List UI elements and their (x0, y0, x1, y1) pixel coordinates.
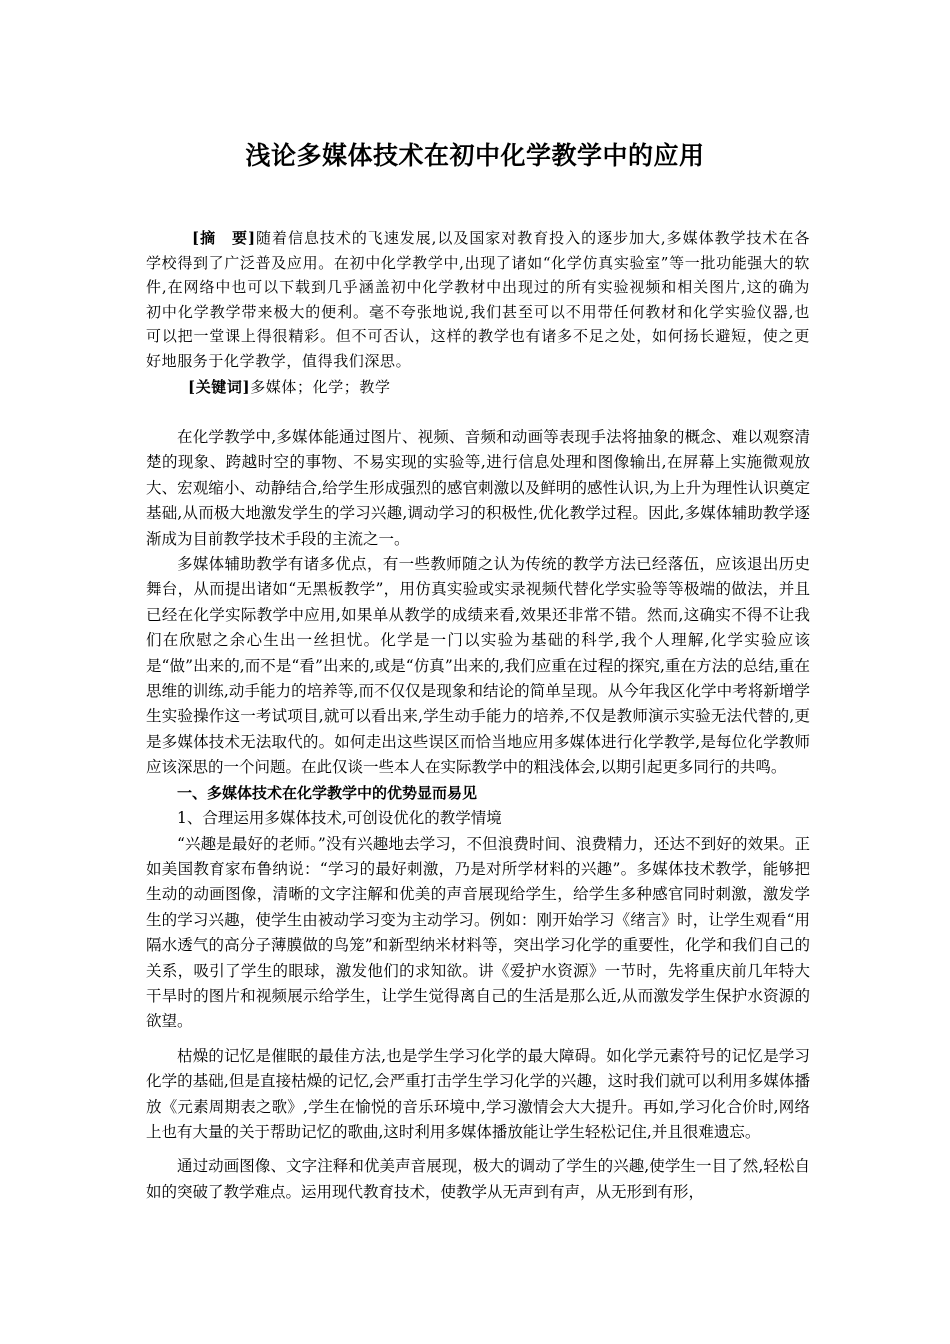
body-text (146, 425, 810, 1205)
abstract-label: [摘 要] (192, 229, 256, 247)
document-title: 浅论多媒体技术在初中化学教学中的应用 (245, 141, 705, 170)
paragraph-intro: 在化学教学中,多媒体能通过图片、视频、音频和动画等表现手法将抽象的概念、难以观察清楚的现象、跨越时空的事物、不易实现的实验等,进行信息处理和图像输出,在屏幕上实施微观放大、宏观缩小、动静结合,给学生形成强烈的感官刺激以及鲜明的感性认识,为上升为理性认识奠定基础,从而极大地激发学生的学习兴趣,调动学习的积极性,优化教学过程。因此,多媒体辅助教学逐渐成为目前教学技术手段的主流之一。 (146, 428, 810, 548)
keywords (188, 375, 391, 399)
keywords-label: [关键词] (188, 378, 251, 396)
keywords-text: 多媒体；化学；教学 (250, 378, 391, 396)
abstract (146, 226, 810, 374)
paragraph-concerns: 多媒体辅助教学有诸多优点，有一些教师随之认为传统的教学方法已经落伍，应该退出历史舞台，从而提出诸如“无黑板教学”，用仿真实验或实录视频代替化学实验等等极端的做法，并且已经在化学实际教学中应用,如果单从教学的成绩来看,效果还非常不错。然而,这确实不得不让我们在欣慰之余心生出一丝担忧。化学是一门以实验为基础的科学,我个人理解,化学实验应该是“做”出来的,而不是“看”出来的,或是“仿真”出来的,我们应重在过程的探究,重在方法的总结,重在思维的训练,动手能力的培养等,而不仅仅是现象和结论的简单呈现。从今年我区化学中考将新增学生实验操作这一考试项目,就可以看出来,学生动手能力的培养,不仅是教师演示实验无法代替的,更是多媒体技术无法取代的。如何走出这些误区而恰当地应用多媒体进行化学教学,是每位化学教师应该深思的一个问题。在此仅谈一些本人在实际教学中的粗浅体会,以期引起更多同行的共鸣。 (146, 555, 810, 777)
section-heading: 一、多媒体技术在化学教学中的优势显而易见 (177, 783, 478, 802)
paragraph-interest: “兴趣是最好的老师。”没有兴趣地去学习，不但浪费时间、浪费精力，还达不到好的效果。正如美国教育家布鲁纳说：“学习的最好刺激，乃是对所学材料的兴趣”。多媒体技术教学，能够把生动的动画图像，清晰的文字注解和优美的声音展现给学生，给学生多种感官同时刺激，激发学生的学习兴趣，使学生由被动学习变为主动学习。例如：刚开始学习《绪言》时，让学生观看“用隔水透气的高分子薄膜做的鸟笼”和新型纳米材料等，突出学习化学的重要性，化学和我们自己的关系，吸引了学生的眼球，激发他们的求知欲。讲《爱护水资源》一节时，先将重庆前几年特大干旱时的图片和视频展示给学生，让学生觉得离自己的生活是那么近,从而激发学生保护水资源的欲望。 (146, 834, 810, 1031)
abstract-text: 随着信息技术的飞速发展,以及国家对教育投入的逐步加大,多媒体教学技术在各学校得到了广泛普及应用。在初中化学教学中,出现了诸如“化学仿真实验室”等一批功能强大的软件,在网络中也可以下载到几乎涵盖初中化学教材中出现过的所有实验视频和相关图片,这的确为初中化学教学带来极大的便利。毫不夸张地说,我们甚至可以不用带任何教材和化学实验仪器,也可以把一堂课上得很精彩。但不可否认，这样的教学也有诸多不足之处，如何扬长避短，使之更好地服务于化学教学，值得我们深思。 (146, 229, 811, 370)
subsection-heading: 1、合理运用多媒体技术,可创设优化的教学情境 (177, 809, 502, 828)
paragraph-animation: 通过动画图像、文字注释和优美声音展现，极大的调动了学生的兴趣,使学生一目了然,轻松自如的突破了教学难点。运用现代教育技术，使教学从无声到有声，从无形到有形， (146, 1157, 810, 1201)
paragraph-memory: 枯燥的记忆是催眠的最佳方法,也是学生学习化学的最大障碍。如化学元素符号的记忆是学习化学的基础,但是直接枯燥的记忆,会严重打击学生学习化学的兴趣，这时我们就可以利用多媒体播放《元素周期表之歌》,学生在愉悦的音乐环境中,学习激情会大大提升。再如,学习化合价时,网络上也有大量的关于帮助记忆的歌曲,这时利用多媒体播放能让学生轻松记住,并且很难遗忘。 (146, 1046, 810, 1141)
